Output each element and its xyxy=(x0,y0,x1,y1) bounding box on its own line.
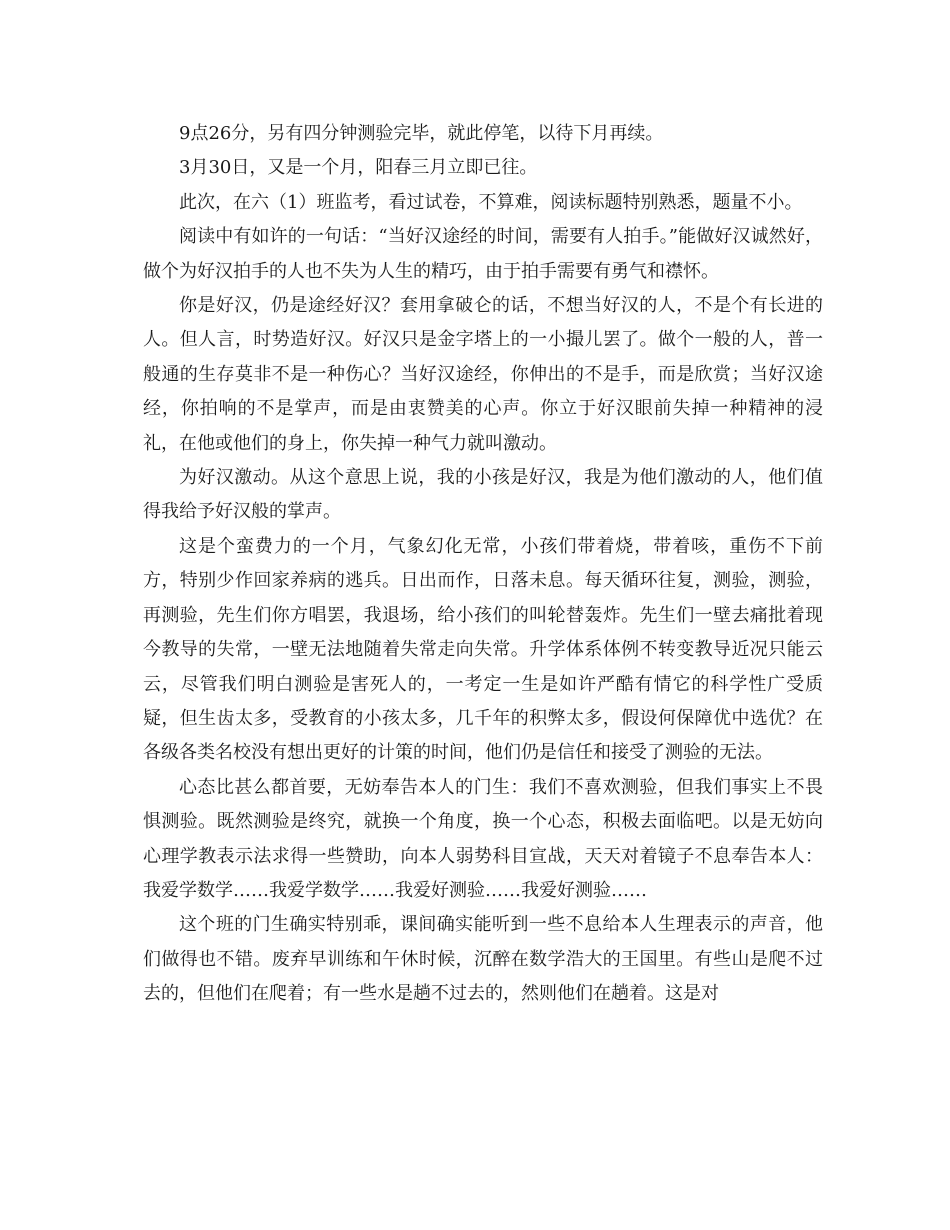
document-body xyxy=(143,117,823,1012)
paragraph-3: 此次，在六（1）班监考，看过试卷，不算难，阅读标题特别熟悉，题量不小。 xyxy=(179,191,803,213)
paragraph-5: 你是好汉，仍是途经好汉？套用拿破仑的话，不想当好汉的人，不是个有长进的人。但人言，时势造好汉。好汉只是金字塔上的一小撮儿罢了。做个一般的人，普一般通的生存莫非不是一种伤心？当好汉途经，你伸出的不是手，而是欣赏；当好汉途经，你拍响的不是掌声，而是由衷赞美的心声。你立于好汉眼前失掉一种精神的浸礼，在他或他们的身上，你失掉一种气力就叫激动。 xyxy=(143,295,823,454)
paragraph-2: 3月30日，又是一个月，阳春三月立即已往。 xyxy=(179,157,538,179)
paragraph-9: 这个班的门生确实特别乖，课间确实能听到一些不息给本人生理表示的声音，他们做得也不错。废弃早训练和午休时候，沉醉在数学浩大的王国里。有些山是爬不过去的，但他们在爬着；有一些水是趟不过去的，然则他们在趟着。这是对 xyxy=(143,914,823,1005)
paragraph-4: 阅读中有如许的一句话：“当好汉途经的时间，需要有人拍手。”能做好汉诚然好，做个为好汉拍手的人也不失为人生的精巧，由于拍手需要有勇气和襟怀。 xyxy=(143,226,823,282)
paragraph-7: 这是个蛮费力的一个月，气象幻化无常，小孩们带着烧，带着咳，重伤不下前方，特别少作回家养病的逃兵。日出而作，日落未息。每天循环往复，测验，测验，再测验，先生们你方唱罢，我退场，给小孩们的叫轮替轰炸。先生们一壁去痛批着现今教导的失常，一壁无法地随着失常走向失常。升学体系体例不转变教导近况只能云云，尽管我们明白测验是害死人的，一考定一生是如许严酷有情它的科学性广受质疑，但生齿太多，受教育的小孩太多，几千年的积弊太多，假设何保障优中选优？在各级各类名校没有想出更好的计策的时间，他们仍是信任和接受了测验的无法。 xyxy=(143,535,823,764)
paragraph-1: 9点26分，另有四分钟测验完毕，就此停笔，以待下月再续。 xyxy=(179,123,664,144)
paragraph-8: 心态比甚么都首要，无妨奉告本人的门生：我们不喜欢测验，但我们事实上不畏惧测验。既然测验是终究，就换一个角度，换一个心态，积极去面临吧。以是无妨向心理学教表示法求得一些赞助，向本人弱势科目宣战，天天对着镜子不息奉告本人：我爱学数学……我爱学数学……我爱好测验……我爱好测验…… xyxy=(143,776,823,901)
paragraph-6: 为好汉激动。从这个意思上说，我的小孩是好汉，我是为他们激动的人，他们值得我给予好汉般的掌声。 xyxy=(143,467,823,523)
